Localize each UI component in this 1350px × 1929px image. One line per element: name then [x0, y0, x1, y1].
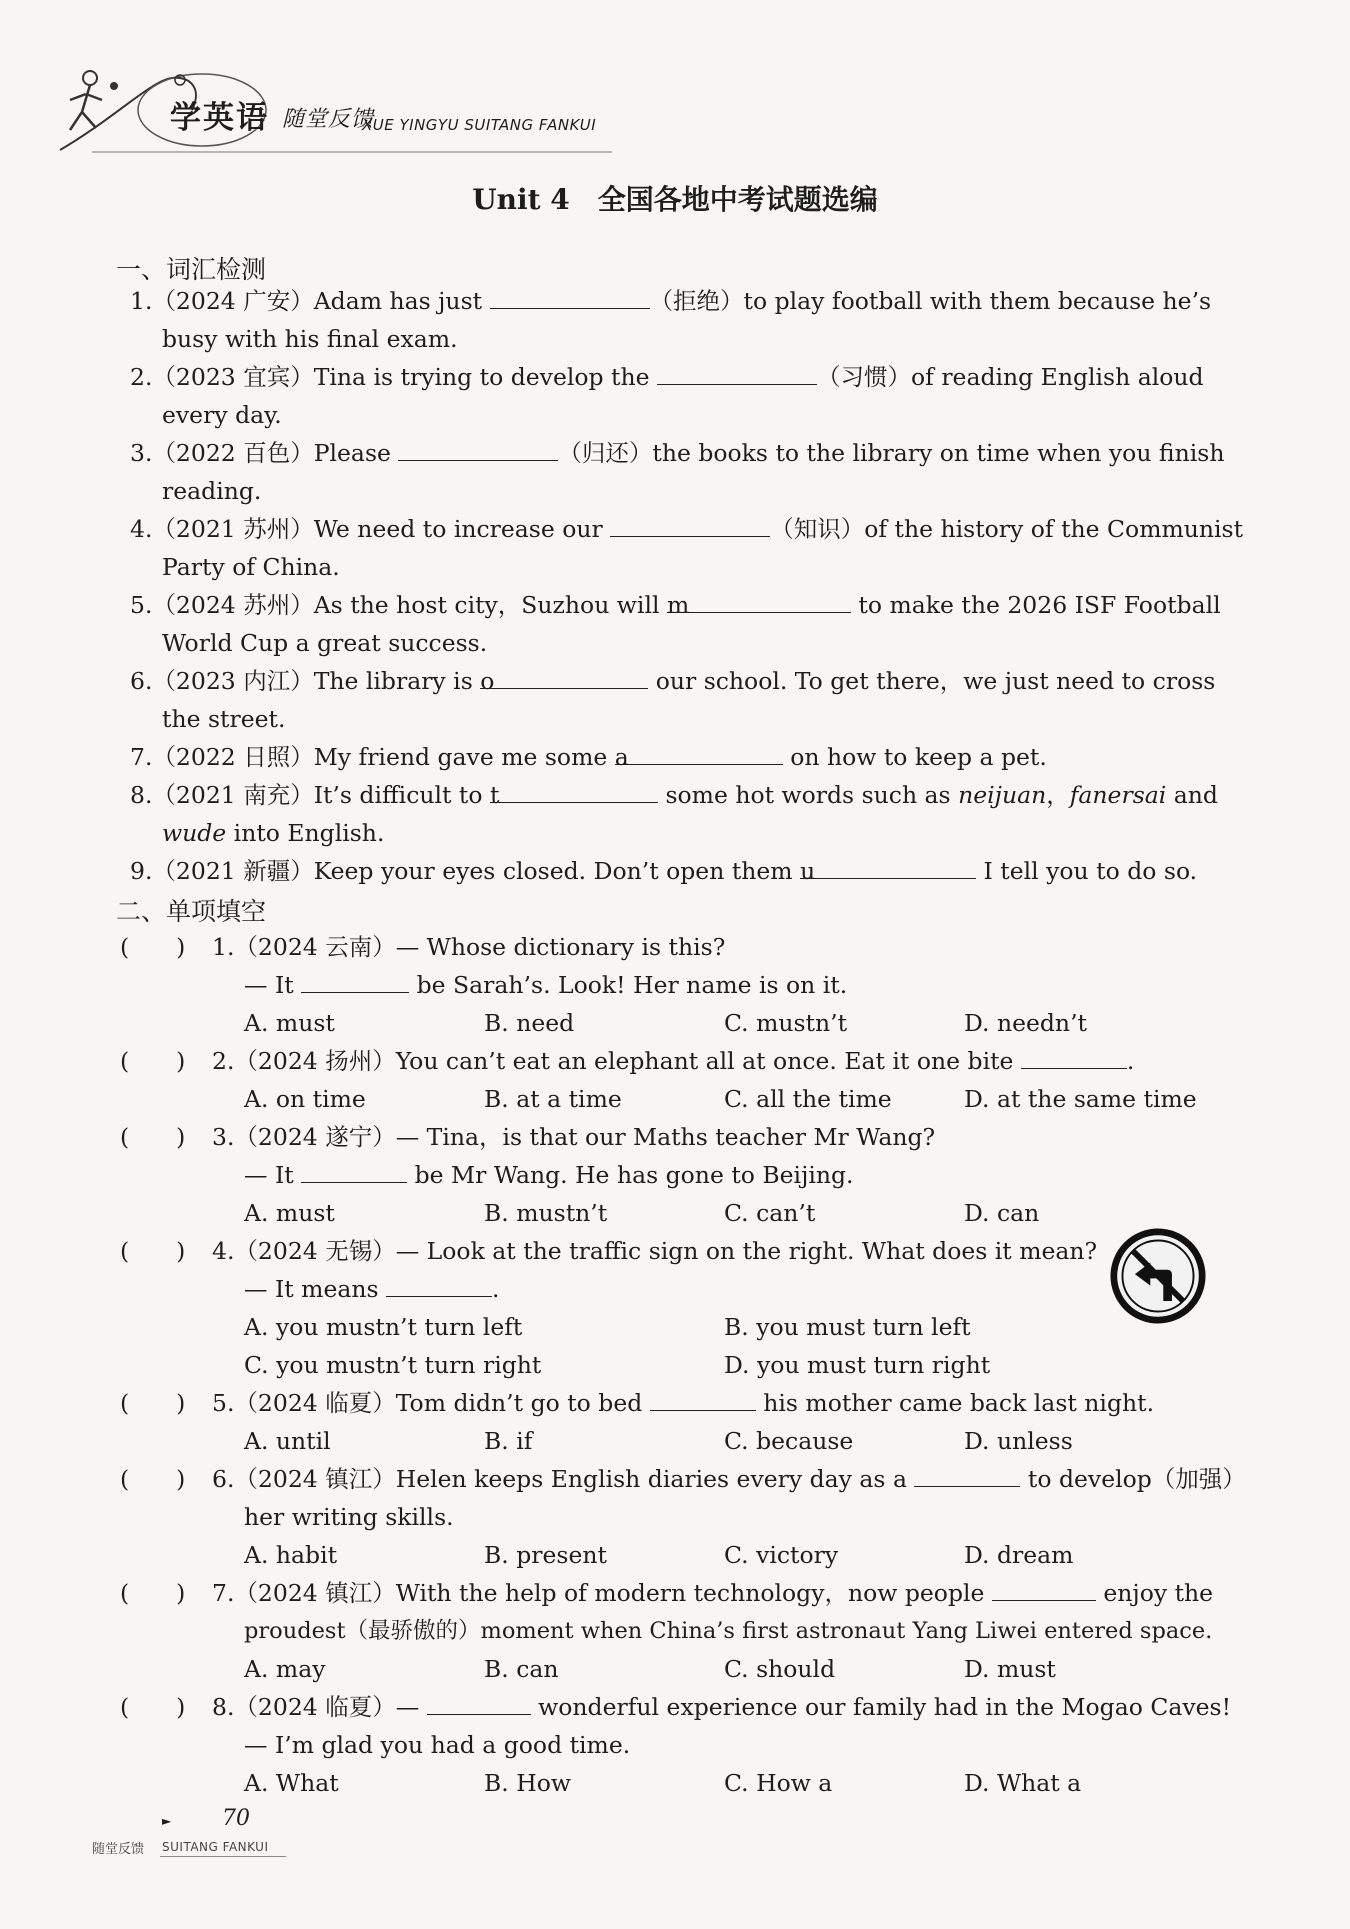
option-c[interactable]: C. because	[724, 1427, 854, 1455]
footer-brand-cn: 随堂反馈	[92, 1842, 145, 1857]
option-d[interactable]: D. can	[964, 1199, 1040, 1227]
answer-blank[interactable]	[386, 1274, 492, 1297]
option-d[interactable]: D. you must turn right	[724, 1351, 991, 1379]
vocab-item-3: 3.（2022 百色）Please （归还）the books to the library on time when you finish	[130, 439, 1225, 467]
vocab-item-2-cont: every day.	[162, 401, 282, 429]
answer-paren-5[interactable]: ( )	[120, 1389, 186, 1417]
mc-question-1-line2: — It be Sarah’s. Look! Her name is on it.	[244, 971, 848, 999]
answer-blank[interactable]: t	[490, 780, 658, 803]
mc-question-8-line2: — I’m glad you had a good time.	[244, 1731, 631, 1759]
option-d[interactable]: D. unless	[964, 1427, 1073, 1455]
answer-blank[interactable]	[301, 1160, 407, 1183]
option-c[interactable]: C. should	[724, 1655, 836, 1683]
mc-question-6-cont: her writing skills.	[244, 1503, 454, 1531]
answer-blank[interactable]	[650, 1388, 756, 1411]
vocab-item-7: 7.（2022 日照）My friend gave me some a on how to keep a pet.	[130, 743, 1047, 771]
option-d[interactable]: D. dream	[964, 1541, 1074, 1569]
footer-arrow-icon: ►	[162, 1814, 172, 1828]
mc-question-4: 4.（2024 无锡）— Look at the traffic sign on the right. What does it mean?	[212, 1237, 1098, 1265]
section-multiple-choice-heading: 二、单项填空	[116, 897, 267, 926]
header-banner	[52, 50, 672, 162]
answer-blank[interactable]	[301, 970, 409, 993]
answer-paren-6[interactable]: ( )	[120, 1465, 186, 1493]
option-d[interactable]: D. needn’t	[964, 1009, 1087, 1037]
option-c[interactable]: C. How a	[724, 1769, 833, 1797]
vocab-item-1-cont: busy with his final exam.	[162, 325, 458, 353]
mc-question-2: 2.（2024 扬州）You can’t eat an elephant all at once. Eat it one bite .	[212, 1047, 1135, 1075]
mc-question-7: 7.（2024 镇江）With the help of modern technology，now people enjoy the	[212, 1579, 1214, 1607]
option-a[interactable]: A. until	[244, 1427, 331, 1455]
answer-blank[interactable]	[914, 1464, 1020, 1487]
page-number: 70	[222, 1806, 250, 1831]
footer-brand-en: SUITANG FANKUI	[162, 1840, 269, 1854]
answer-blank[interactable]	[1021, 1046, 1127, 1069]
header-cn-title: 学英语	[170, 100, 269, 136]
option-d[interactable]: D. must	[964, 1655, 1056, 1683]
answer-paren-1[interactable]: ( )	[120, 933, 186, 961]
vocab-item-4: 4.（2021 苏州）We need to increase our （知识）of the history of the Communist	[130, 515, 1244, 543]
answer-blank[interactable]: o	[480, 666, 648, 689]
option-b[interactable]: B. need	[484, 1009, 575, 1037]
page-title: Unit 4 全国各地中考试题选编	[472, 183, 878, 216]
vocab-item-4-cont: Party of China.	[162, 553, 340, 581]
answer-blank[interactable]	[610, 514, 770, 537]
option-a[interactable]: A. habit	[244, 1541, 338, 1569]
answer-blank[interactable]: m	[667, 590, 851, 613]
option-a[interactable]: A. you mustn’t turn left	[244, 1313, 523, 1341]
option-b[interactable]: B. mustn’t	[484, 1199, 608, 1227]
mc-question-6: 6.（2024 镇江）Helen keeps English diaries every day as a to develop（加强）	[212, 1465, 1246, 1493]
mc-question-1: 1.（2024 云南）— Whose dictionary is this?	[212, 933, 726, 961]
answer-paren-3[interactable]: ( )	[120, 1123, 186, 1151]
option-a[interactable]: A. What	[244, 1769, 339, 1797]
option-a[interactable]: A. must	[244, 1199, 335, 1227]
answer-blank[interactable]	[398, 438, 558, 461]
mc-question-3-line2: — It be Mr Wang. He has gone to Beijing.	[244, 1161, 854, 1189]
vocab-item-5: 5.（2024 苏州）As the host city，Suzhou will m to make the 2026 ISF Football	[130, 591, 1221, 619]
no-left-turn-sign-icon	[1110, 1228, 1206, 1324]
header-en-title: XUE YINGYU SUITANG FANKUI	[362, 116, 597, 134]
option-b[interactable]: B. you must turn left	[724, 1313, 971, 1341]
vocab-item-9: 9.（2021 新疆）Keep your eyes closed. Don’t open them u I tell you to do so.	[130, 857, 1198, 885]
vocab-item-6-cont: the street.	[162, 705, 286, 733]
answer-paren-8[interactable]: ( )	[120, 1693, 186, 1721]
option-c[interactable]: C. mustn’t	[724, 1009, 848, 1037]
mc-question-3: 3.（2024 遂宁）— Tina，is that our Maths teacher Mr Wang?	[212, 1123, 936, 1151]
header-cn-subtitle: 随堂反馈	[282, 107, 375, 132]
option-b[interactable]: B. How	[484, 1769, 571, 1797]
option-a[interactable]: A. on time	[244, 1085, 366, 1113]
section-vocabulary-heading: 一、词汇检测	[116, 255, 267, 284]
mc-question-4-line2: — It means .	[244, 1275, 500, 1303]
answer-blank[interactable]	[992, 1578, 1096, 1601]
answer-blank[interactable]	[427, 1692, 531, 1715]
mc-question-5: 5.（2024 临夏）Tom didn’t go to bed his mother came back last night.	[212, 1389, 1155, 1417]
vocab-item-1: 1.（2024 广安）Adam has just （拒绝）to play football with them because he’s	[130, 287, 1212, 315]
option-b[interactable]: B. if	[484, 1427, 533, 1455]
vocab-item-5-cont: World Cup a great success.	[162, 629, 488, 657]
option-d[interactable]: D. What a	[964, 1769, 1082, 1797]
option-c[interactable]: C. you mustn’t turn right	[244, 1351, 542, 1379]
footer-divider	[160, 1856, 286, 1857]
mc-question-7-cont: proudest（最骄傲的）moment when China’s first astronaut Yang Liwei entered space.	[244, 1618, 1213, 1644]
option-a[interactable]: A. must	[244, 1009, 335, 1037]
option-b[interactable]: B. can	[484, 1655, 559, 1683]
option-b[interactable]: B. present	[484, 1541, 607, 1569]
answer-blank[interactable]: u	[800, 856, 976, 879]
answer-paren-4[interactable]: ( )	[120, 1237, 186, 1265]
option-b[interactable]: B. at a time	[484, 1085, 622, 1113]
answer-paren-7[interactable]: ( )	[120, 1579, 186, 1607]
option-d[interactable]: D. at the same time	[964, 1085, 1197, 1113]
option-c[interactable]: C. can’t	[724, 1199, 816, 1227]
vocab-item-2: 2.（2023 宜宾）Tina is trying to develop the （习惯）of reading English aloud	[130, 363, 1204, 391]
mc-question-8: 8.（2024 临夏）— wonderful experience our family had in the Mogao Caves!	[212, 1693, 1232, 1721]
vocab-item-3-cont: reading.	[162, 477, 262, 505]
option-c[interactable]: C. all the time	[724, 1085, 892, 1113]
answer-blank[interactable]	[490, 286, 650, 309]
answer-blank[interactable]: a	[615, 742, 783, 765]
option-c[interactable]: C. victory	[724, 1541, 839, 1569]
answer-blank[interactable]	[657, 362, 817, 385]
answer-paren-2[interactable]: ( )	[120, 1047, 186, 1075]
option-a[interactable]: A. may	[244, 1655, 326, 1683]
vocab-item-6: 6.（2023 内江）The library is o our school. To get there，we just need to cross	[130, 667, 1216, 695]
vocab-item-8: 8.（2021 南充）It’s difficult to t some hot words such as neijuan，fanersai and	[130, 781, 1218, 809]
vocab-item-8-cont: wude into English.	[162, 819, 385, 847]
